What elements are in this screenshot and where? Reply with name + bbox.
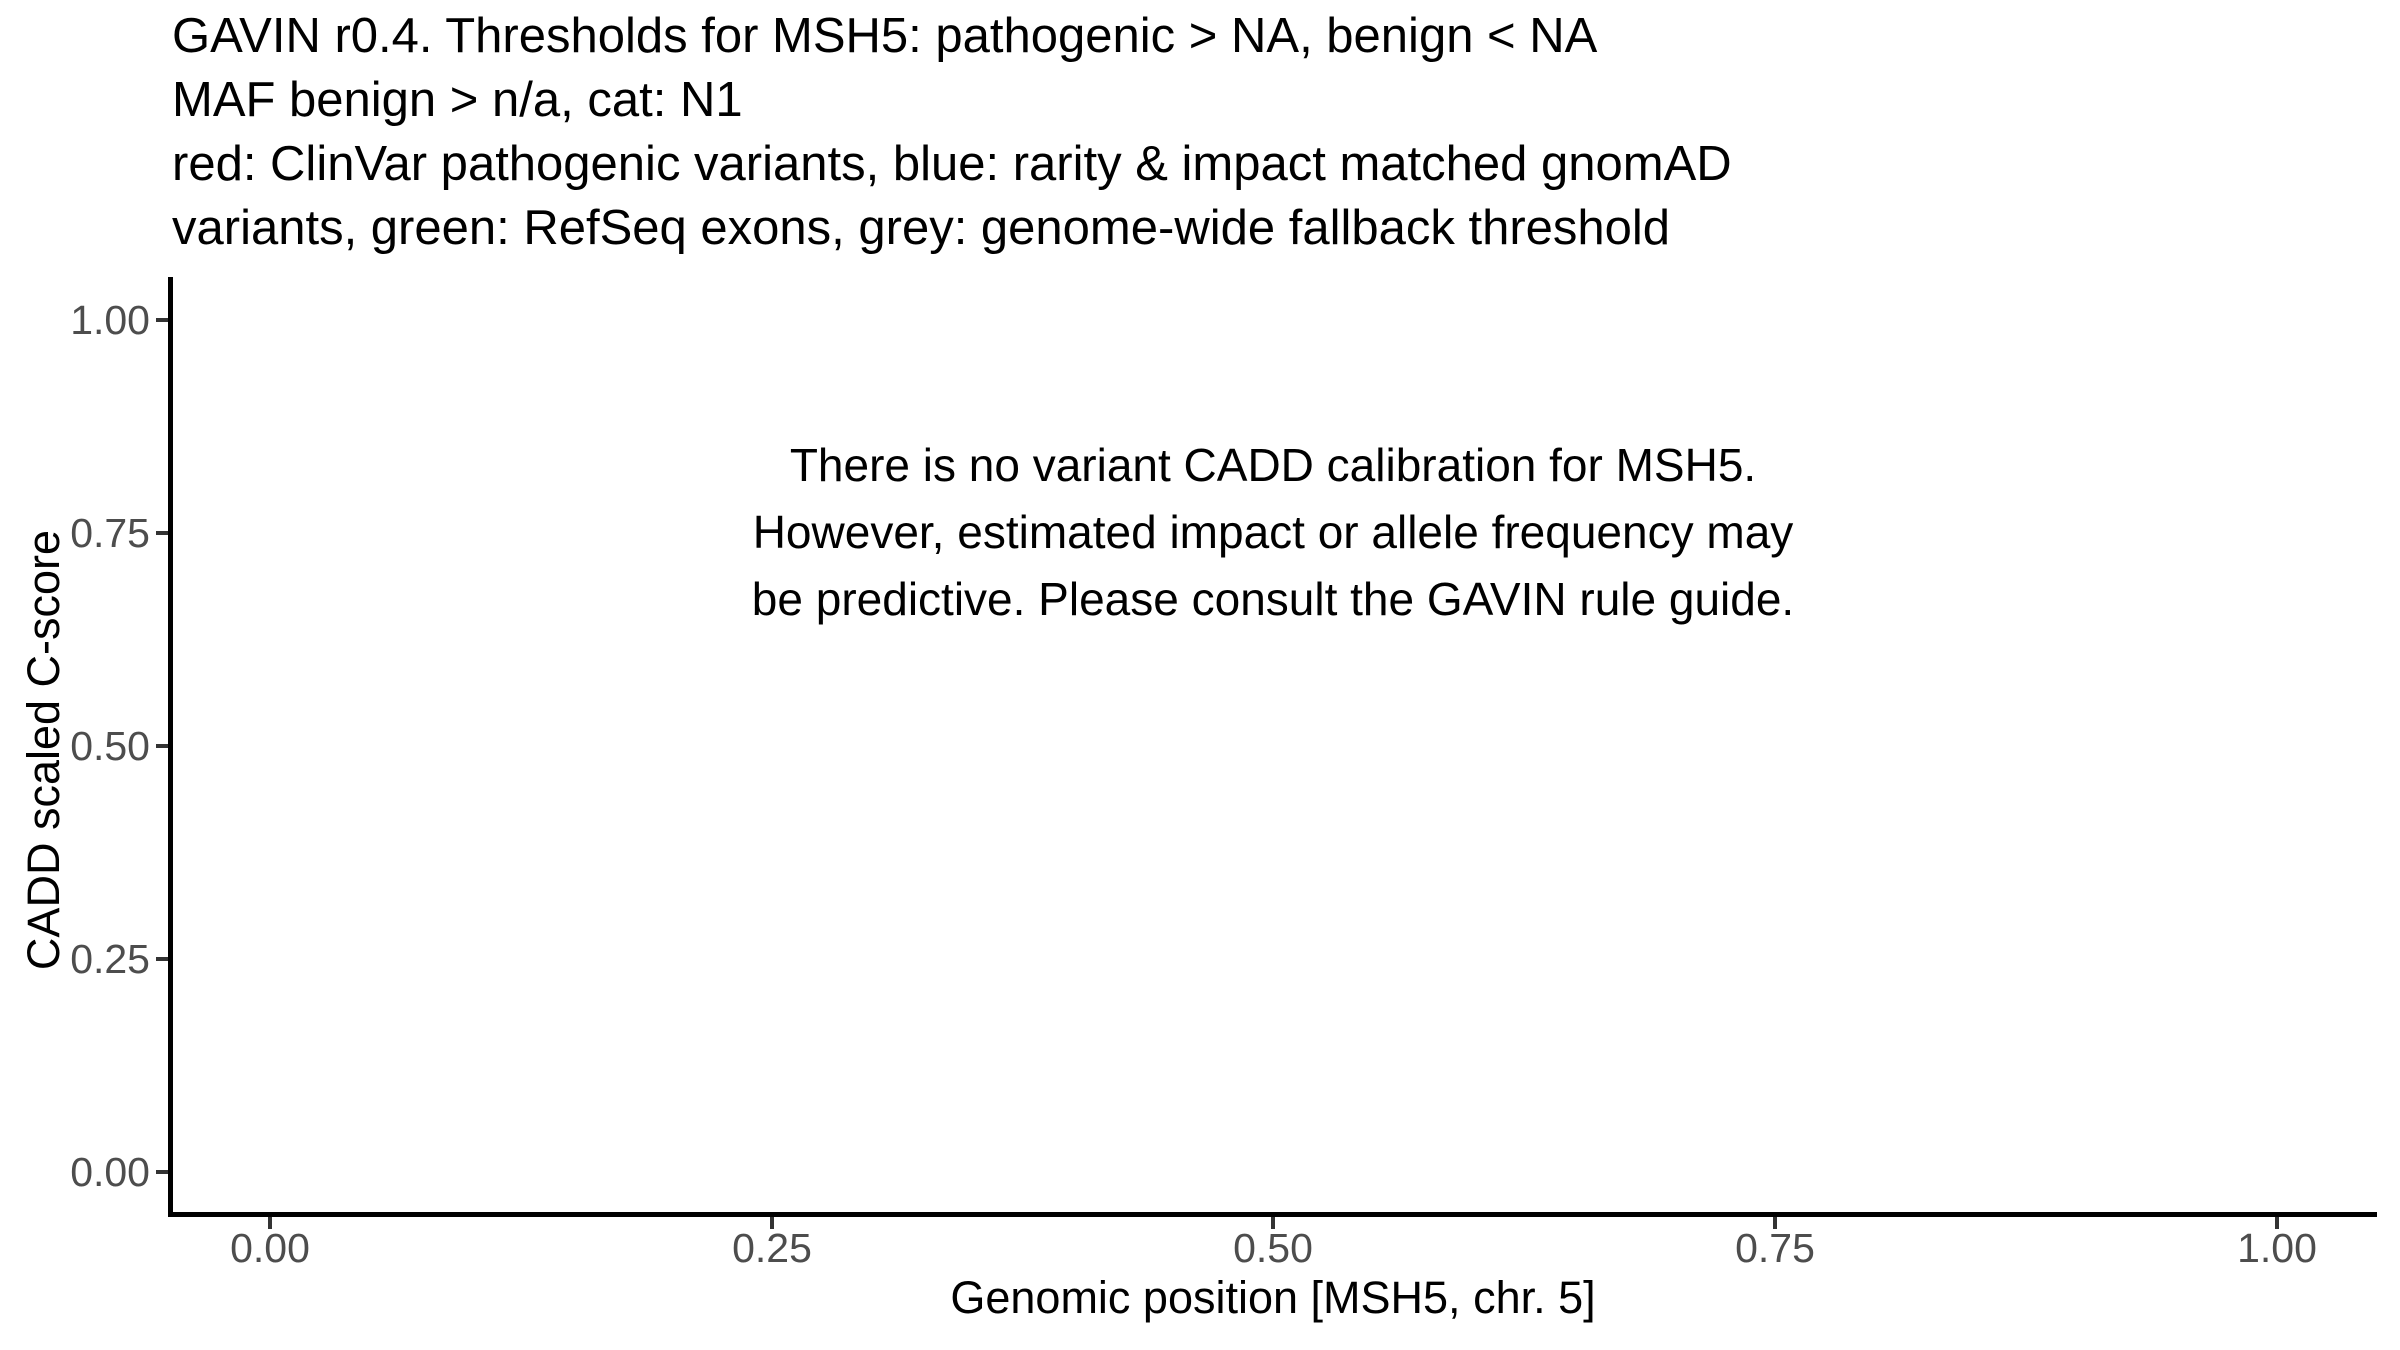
y-tick-mark [156,531,168,535]
x-axis-title: Genomic position [MSH5, chr. 5] [950,1272,1596,1323]
y-tick-label: 0.75 [70,510,150,556]
chart-title [172,4,1732,260]
x-tick-label: 0.00 [230,1225,310,1271]
y-axis-title: CADD scaled C-score [18,529,69,971]
x-tick-label: 0.25 [732,1225,812,1271]
no-calibration-message-line-2: However, estimated impact or allele frequency may [752,506,1794,558]
x-tick-label: 1.00 [2237,1225,2317,1271]
no-calibration-message-line-1: There is no variant CADD calibration for MSH5. [789,439,1757,491]
y-tick-label: 0.50 [70,723,150,769]
y-tick-mark [156,744,168,748]
no-calibration-message-line-3: be predictive. Please consult the GAVIN rule guide. [751,573,1795,625]
chart-title-line-2: MAF benign > n/a, cat: N1 [172,73,743,127]
y-tick-label: 0.00 [70,1149,150,1195]
chart-title-line-1: GAVIN r0.4. Thresholds for MSH5: pathogenic > NA, benign < NA [172,9,1598,63]
no-calibration-message [752,432,1794,633]
x-tick-label: 0.75 [1735,1225,1815,1271]
y-axis-line [168,277,173,1217]
chart-title-line-3: red: ClinVar pathogenic variants, blue: rarity & impact matched gnomAD [172,137,1732,191]
y-tick-mark [156,1170,168,1174]
y-tick-label: 1.00 [70,297,150,343]
x-tick-label: 0.50 [1233,1225,1313,1271]
y-tick-mark [156,318,168,322]
y-tick-mark [156,957,168,961]
chart-title-line-4: variants, green: RefSeq exons, grey: genome-wide fallback threshold [172,201,1671,255]
y-tick-label: 0.25 [70,936,150,982]
